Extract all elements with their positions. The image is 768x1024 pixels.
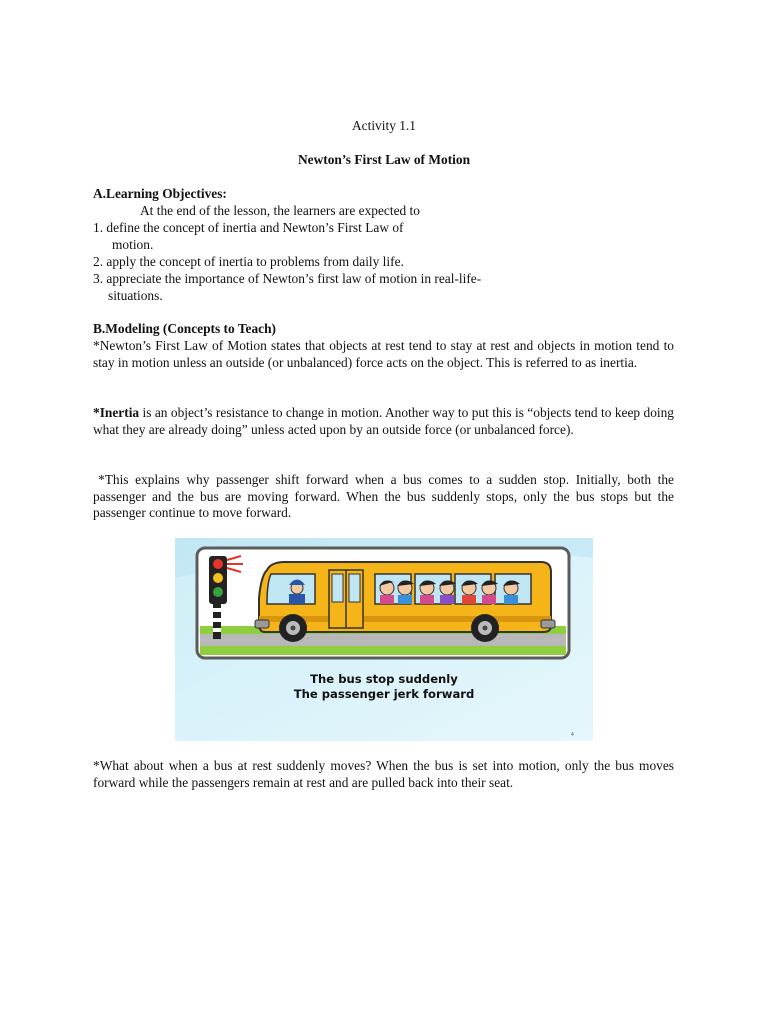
inertia-paragraph [93,405,674,438]
objectives-intro: At the end of the lesson, the learners are expected to [140,203,420,218]
school-bus-icon [255,562,555,642]
section-a-heading: A.Learning Objectives: [93,186,227,201]
activity-label: Activity 1.1 [352,118,416,133]
sudden-stop-paragraph: *This explains why passenger shift forward when a bus comes to a sudden stop. Initially, both the passenger and the bus are moving forward. When the bus suddenly stops, only the bus stops but the passenger continue to move forward. [93,472,674,521]
bus-inertia-illustration [175,538,593,741]
objective-1-line-2: motion. [112,237,154,252]
page-title: Newton’s First Law of Motion [297,152,471,167]
newton-first-law-paragraph: *Newton’s First Law of Motion states that objects at rest tend to stay at rest and objects in motion tend to stay in motion unless an outside (or unbalanced) force acts on the object. This is referred to as inertia. [93,338,674,370]
objective-3-line-1: 3. appreciate the importance of Newton’s first law of motion in real-life- [93,271,482,286]
inertia-term: *Inertia [93,405,140,420]
bus-starts-paragraph: *What about when a bus at rest suddenly moves? When the bus is set into motion, only the bus moves forward while the passengers remain at rest and are pulled back into their seat. [93,758,674,790]
slide-number: 4 [571,732,574,738]
caption-line-2: The passenger jerk forward [293,687,475,701]
inertia-definition: is an object’s resistance to change in motion. Another way to put this is “objects tend to keep doing what they are already doing” unless acted upon by an outside force (or unbalanced force). [93,405,674,437]
caption-line-1: The bus stop suddenly [310,672,458,686]
section-b-heading: B.Modeling (Concepts to Teach) [93,321,277,336]
objective-1-line-1: 1. define the concept of inertia and Newton’s First Law of [93,220,404,235]
objective-3-line-2: situations. [108,288,163,303]
objective-2: 2. apply the concept of inertia to problems from daily life. [93,254,404,269]
